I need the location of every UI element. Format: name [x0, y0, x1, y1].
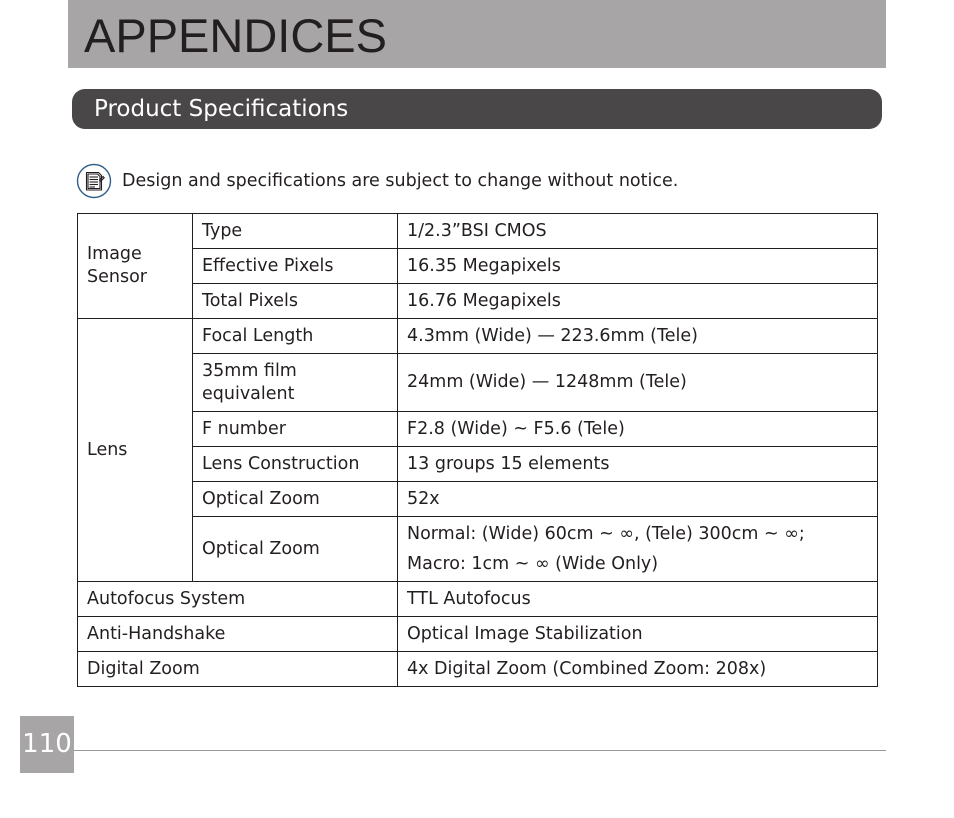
spec-label: Digital Zoom [78, 652, 398, 687]
note-text: Design and specifications are subject to change without notice. [122, 171, 679, 191]
table-row [78, 482, 878, 517]
spec-label: Effective Pixels [193, 249, 398, 284]
table-row [78, 517, 878, 582]
spec-value: F2.8 (Wide) ~ F5.6 (Tele) [398, 412, 878, 447]
table-row [78, 354, 878, 412]
table-row [78, 249, 878, 284]
spec-label: Total Pixels [193, 284, 398, 319]
note-icon [76, 163, 112, 199]
spec-table [77, 213, 878, 687]
table-row [78, 412, 878, 447]
spec-label: Lens Construction [193, 447, 398, 482]
spec-label: Focal Length [193, 319, 398, 354]
spec-label: Autofocus System [78, 582, 398, 617]
spec-label: F number [193, 412, 398, 447]
spec-value: 4.3mm (Wide) — 223.6mm (Tele) [398, 319, 878, 354]
table-row [78, 319, 878, 354]
group-image-sensor: Image Sensor [78, 214, 193, 319]
spec-value: 16.35 Megapixels [398, 249, 878, 284]
spec-label: Optical Zoom [193, 517, 398, 582]
group-lens: Lens [78, 319, 193, 582]
section-title: Product Specifications [94, 96, 349, 122]
spec-label: Anti-Handshake [78, 617, 398, 652]
spec-value: 13 groups 15 elements [398, 447, 878, 482]
spec-value: 24mm (Wide) — 1248mm (Tele) [398, 354, 878, 412]
section-bar [72, 89, 882, 129]
spec-value: 1/2.3”BSI CMOS [398, 214, 878, 249]
table-row [78, 617, 878, 652]
table-row [78, 284, 878, 319]
table-row [78, 447, 878, 482]
spec-value: TTL Autofocus [398, 582, 878, 617]
table-row [78, 582, 878, 617]
spec-value-line: Normal: (Wide) 60cm ~ ∞, (Tele) 300cm ~ ∞; [407, 524, 805, 544]
table-row [78, 652, 878, 687]
note [76, 161, 678, 201]
page-number-box [20, 716, 74, 773]
spec-value: 4x Digital Zoom (Combined Zoom: 208x) [398, 652, 878, 687]
spec-label: Optical Zoom [193, 482, 398, 517]
spec-label: 35mm film equivalent [193, 354, 398, 412]
spec-value: Optical Image Stabilization [398, 617, 878, 652]
spec-value: 52x [398, 482, 878, 517]
footer-divider [74, 750, 886, 751]
page-number: 110 [22, 729, 72, 759]
header-bar [68, 0, 886, 68]
table-row [78, 214, 878, 249]
spec-label: Type [193, 214, 398, 249]
spec-value [398, 517, 878, 582]
spec-value: 16.76 Megapixels [398, 284, 878, 319]
spec-value-line: Macro: 1cm ~ ∞ (Wide Only) [407, 554, 659, 574]
page-title: APPENDICES [84, 9, 387, 62]
